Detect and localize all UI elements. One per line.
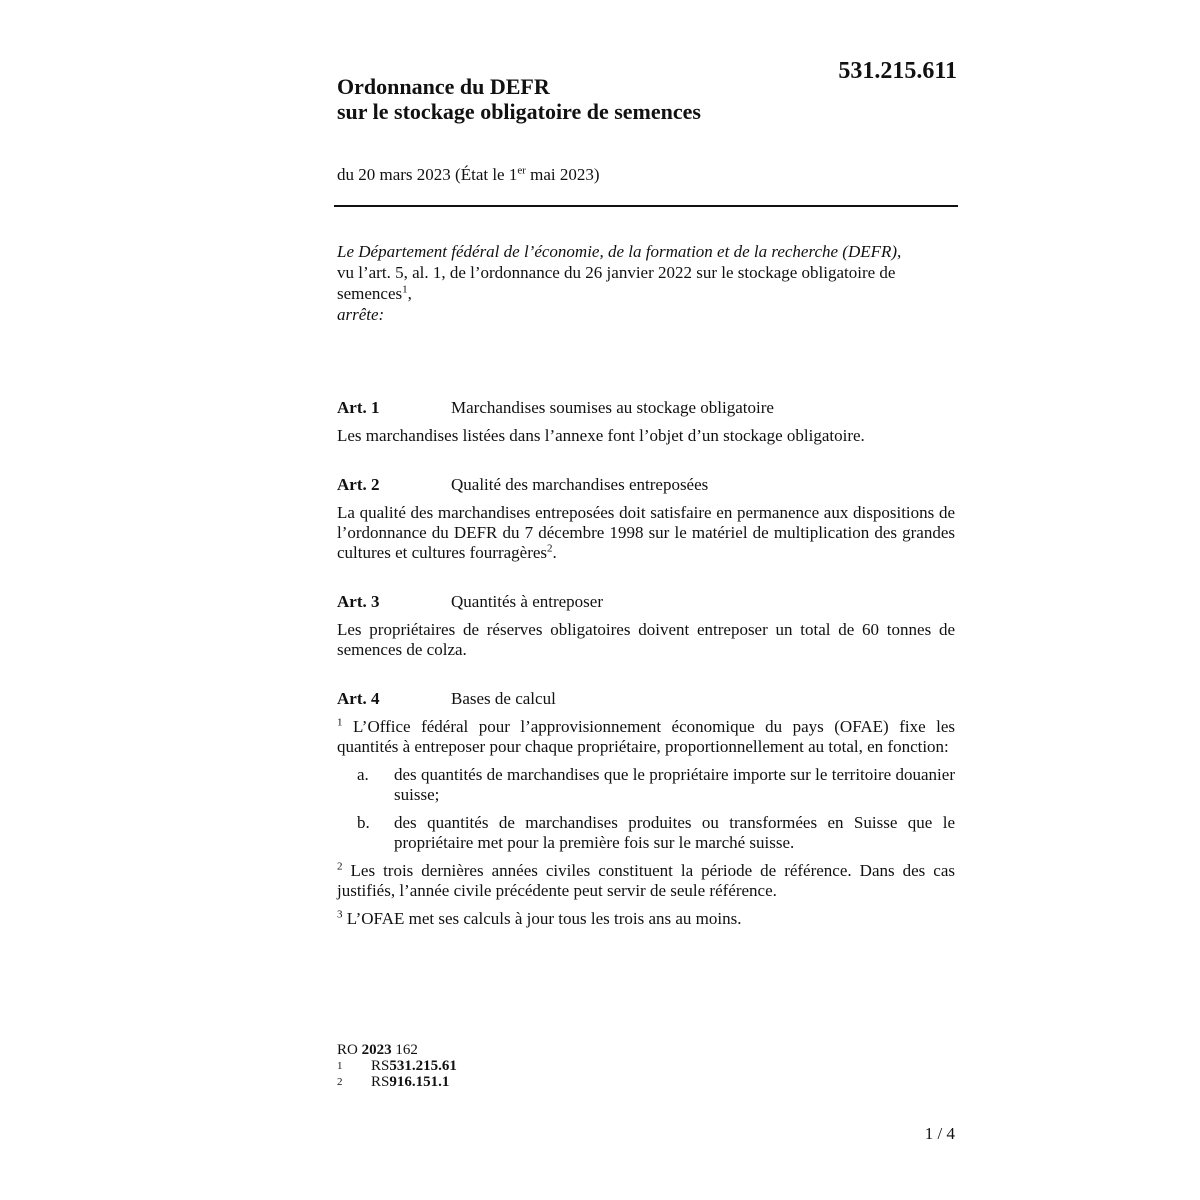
paragraph-text: L’Office fédéral pour l’approvisionnement économique du pays (OFAE) fixe les quantités à entreposer pour chaque propriétaire, proportionnellement au total, en fonction: (337, 717, 955, 756)
ro-reference (337, 1042, 457, 1058)
footnote-2 (337, 1074, 457, 1090)
footnotes (337, 1042, 457, 1090)
list-letter: b. (357, 813, 370, 832)
date-line (337, 165, 600, 185)
article-title: Qualité des marchandises entreposées (451, 475, 709, 494)
list-item (337, 765, 955, 805)
footnote-ref-1[interactable]: 1 (402, 283, 408, 296)
list-text: des quantités de marchandises que le propriétaire importe sur le territoire douanier suisse; (394, 765, 955, 804)
title-line-1: Ordonnance du DEFR (337, 74, 550, 99)
date-suffix: mai 2023) (525, 165, 600, 184)
basis-comma: , (407, 284, 412, 303)
footnote-ref[interactable]: 531.215.61 (389, 1058, 457, 1074)
authority-text: Le Département fédéral de l’économie, de la formation et de la recherche (DEFR) (337, 242, 898, 261)
page-number: 1 / 4 (924, 1124, 955, 1143)
article-heading (337, 592, 955, 612)
article-title: Marchandises soumises au stockage obligatoire (451, 398, 774, 417)
header-divider (334, 205, 958, 207)
preamble (337, 241, 957, 325)
paragraph-number: 3 (337, 908, 343, 921)
footnote-number: 2 (337, 1076, 343, 1088)
authority-comma: , (897, 242, 902, 261)
article-title: Bases de calcul (451, 689, 556, 708)
article-4 (337, 689, 955, 937)
paragraph-number: 1 (337, 716, 343, 729)
article-number: Art. 3 (337, 592, 380, 611)
footnote-ref-2[interactable]: 2 (547, 542, 553, 555)
preamble-basis (337, 262, 917, 304)
article-3 (337, 592, 955, 660)
article-heading (337, 475, 955, 495)
article-body-end: . (552, 543, 557, 562)
article-number: Art. 2 (337, 475, 380, 494)
paragraph-text: Les trois dernières années civiles constituent la période de référence. Dans des cas justifiés, l’année civile précédente peut servir de seule référence. (337, 861, 955, 900)
paragraph-1 (337, 717, 955, 757)
date-prefix: du 20 mars 2023 (État le 1 (337, 165, 518, 184)
footnote-1 (337, 1058, 457, 1074)
article-number: Art. 1 (337, 398, 380, 417)
paragraph-2 (337, 861, 955, 901)
basis-text: vu l’art. 5, al. 1, de l’ordonnance du 26 janvier 2022 sur le stockage obligatoire de semences (337, 263, 896, 303)
preamble-decree: arrête: (337, 305, 385, 324)
article-heading (337, 689, 955, 709)
ro-prefix: RO (337, 1042, 362, 1058)
article-body: Les propriétaires de réserves obligatoires doivent entreposer un total de 60 tonnes de semences de colza. (337, 620, 955, 659)
article-title: Quantités à entreposer (451, 592, 603, 611)
article-body: Les marchandises listées dans l’annexe font l’objet d’un stockage obligatoire. (337, 426, 865, 445)
paragraph-text: L’OFAE met ses calculs à jour tous les trois ans au moins. (342, 909, 742, 928)
document-title (337, 74, 701, 124)
article-number: Art. 4 (337, 689, 380, 708)
ro-page: 162 (391, 1042, 418, 1058)
article-heading (337, 398, 955, 418)
paragraph-3 (337, 909, 955, 929)
footnote-prefix: RS (371, 1074, 390, 1090)
paragraph-number: 2 (337, 860, 343, 873)
list-item (337, 813, 955, 853)
list-letter: a. (357, 765, 369, 784)
article-body (337, 503, 955, 563)
title-line-2: sur le stockage obligatoire de semences (337, 99, 701, 124)
ro-year: 2023 (361, 1042, 392, 1058)
sr-number: 531.215.611 (838, 58, 957, 84)
article-2 (337, 475, 955, 563)
date-superscript: er (517, 164, 526, 177)
footnote-ref[interactable]: 916.151.1 (389, 1074, 450, 1090)
article-1 (337, 398, 955, 446)
footnote-prefix: RS (371, 1058, 390, 1074)
article-body-text: La qualité des marchandises entreposées doit satisfaire en permanence aux dispositions de l’ordonnance du DEFR du 7 décembre 1998 sur le matériel de multiplication des grandes cultures et cultures fourragères (337, 503, 955, 562)
footnote-number: 1 (337, 1060, 343, 1072)
list-text: des quantités de marchandises produites ou transformées en Suisse que le propriétaire met pour la première fois sur le marché suisse. (394, 813, 955, 852)
preamble-authority (337, 241, 957, 262)
